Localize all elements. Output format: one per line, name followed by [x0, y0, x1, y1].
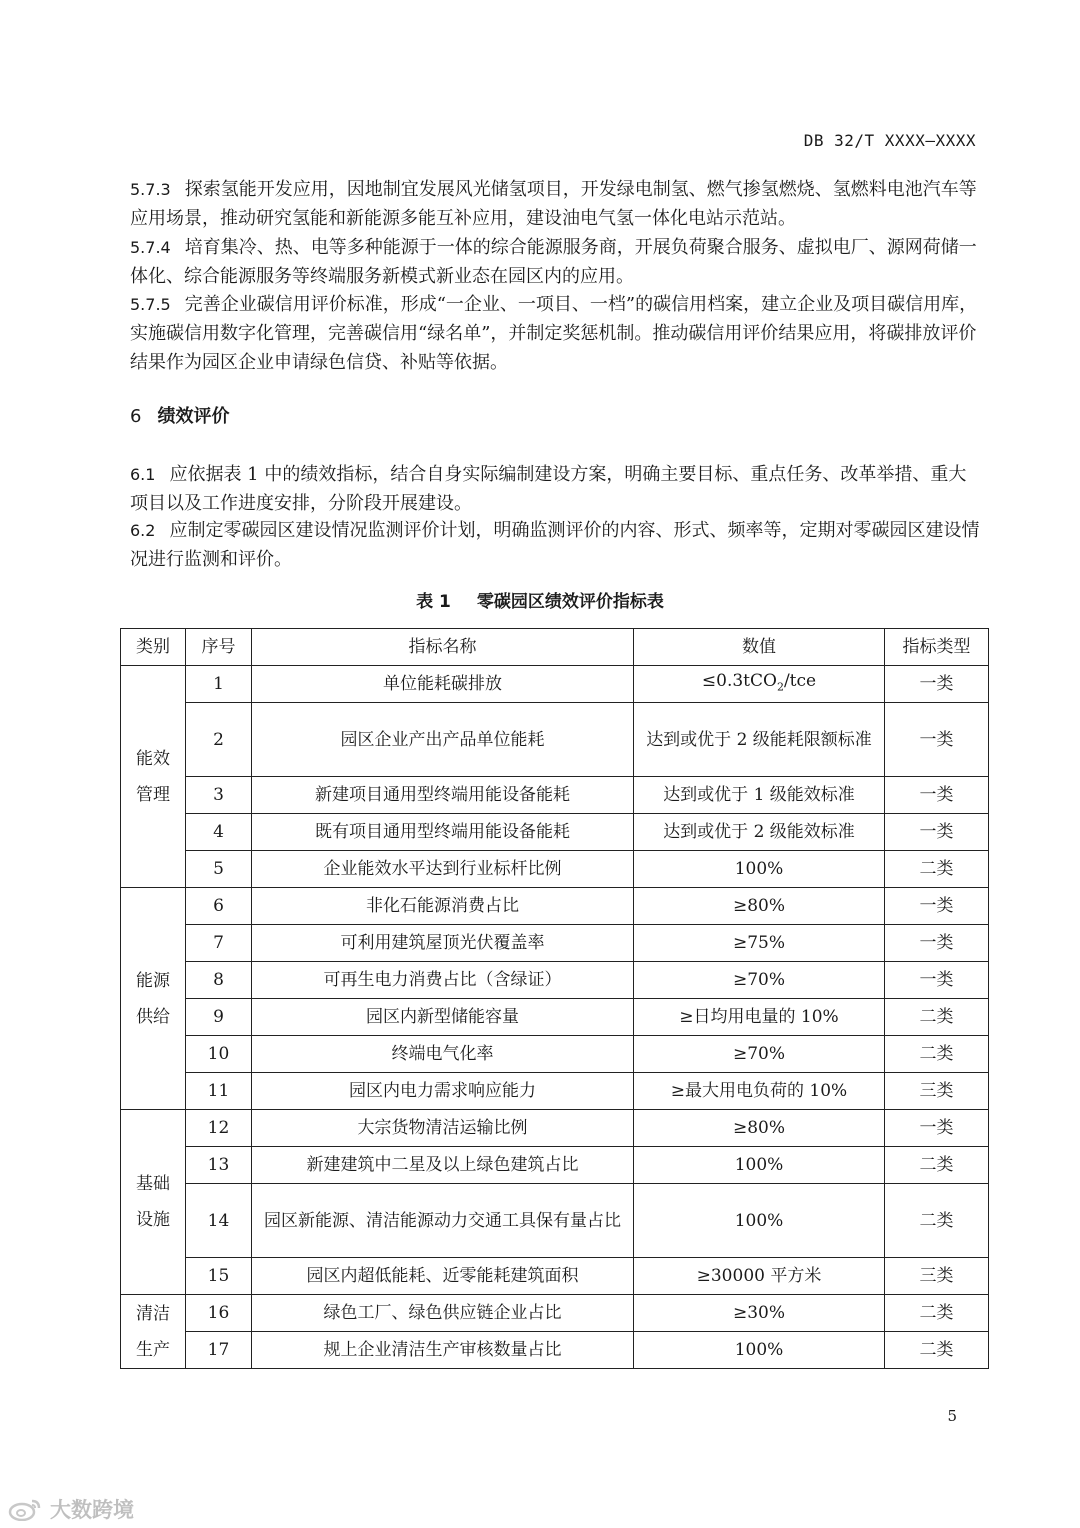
indicator-name: 园区内电力需求响应能力: [252, 1073, 634, 1110]
header-value: 数值: [634, 629, 885, 666]
table-row: [121, 1184, 989, 1258]
indicator-value: 100%: [634, 1184, 885, 1258]
indicator-name: 园区内超低能耗、近零能耗建筑面积: [252, 1258, 634, 1295]
indicator-value: ≥80%: [634, 1110, 885, 1147]
table-row: [121, 814, 989, 851]
indicator-value: ≥最大用电负荷的 10%: [634, 1073, 885, 1110]
indicator-type: 二类: [885, 999, 989, 1036]
header-indicator-type: 指标类型: [885, 629, 989, 666]
indicator-type: 一类: [885, 666, 989, 703]
row-number: 3: [186, 777, 252, 814]
clause-text: 应依据表 1 中的绩效指标，结合自身实际编制建设方案，明确主要目标、重点任务、改革举措、重大项目以及工作进度安排，分阶段开展建设。: [130, 464, 967, 514]
clause-6-2: [130, 516, 980, 574]
clause-5-7-5: [130, 290, 980, 377]
indicator-type: 一类: [885, 777, 989, 814]
clause-number: 5.7.4: [130, 238, 171, 257]
table-title: 零碳园区绩效评价指标表: [476, 592, 664, 612]
table-row: [121, 999, 989, 1036]
row-number: 10: [186, 1036, 252, 1073]
header-category: 类别: [121, 629, 186, 666]
weibo-logo-icon: [8, 1497, 44, 1521]
row-number: 11: [186, 1073, 252, 1110]
clause-text: 应制定零碳园区建设情况监测评价计划，明确监测评价的内容、形式、频率等，定期对零碳园区建设情况进行监测和评价。: [130, 520, 980, 570]
indicator-type: 一类: [885, 1110, 989, 1147]
page-number: 5: [947, 1407, 957, 1425]
row-number: 4: [186, 814, 252, 851]
indicator-name: 既有项目通用型终端用能设备能耗: [252, 814, 634, 851]
row-number: 17: [186, 1332, 252, 1369]
table-row: [121, 851, 989, 888]
row-number: 13: [186, 1147, 252, 1184]
row-number: 7: [186, 925, 252, 962]
table-header-row: [121, 629, 989, 666]
row-number: 1: [186, 666, 252, 703]
indicator-name: 单位能耗碳排放: [252, 666, 634, 703]
row-number: 14: [186, 1184, 252, 1258]
section-number: 6: [130, 406, 142, 427]
indicator-name: 非化石能源消费占比: [252, 888, 634, 925]
indicator-name: 终端电气化率: [252, 1036, 634, 1073]
indicator-type: 一类: [885, 962, 989, 999]
row-number: 12: [186, 1110, 252, 1147]
indicator-value: 达到或优于 1 级能效标准: [634, 777, 885, 814]
watermark: [8, 1494, 134, 1524]
indicator-name: 新建建筑中二星及以上绿色建筑占比: [252, 1147, 634, 1184]
indicator-type: 二类: [885, 1147, 989, 1184]
indicator-type: 三类: [885, 1258, 989, 1295]
clause-number: 5.7.3: [130, 180, 171, 199]
document-code: DB 32/T XXXX—XXXX: [803, 131, 976, 150]
header-number: 序号: [186, 629, 252, 666]
indicator-name: 可利用建筑屋顶光伏覆盖率: [252, 925, 634, 962]
indicator-name: 绿色工厂、绿色供应链企业占比: [252, 1295, 634, 1332]
indicator-type: 一类: [885, 814, 989, 851]
value-unit: /tce: [783, 671, 817, 691]
indicator-type: 一类: [885, 703, 989, 777]
indicator-value: 100%: [634, 1332, 885, 1369]
clause-5-7-3: [130, 175, 980, 233]
indicator-table: [120, 628, 989, 1369]
table-row: [121, 1295, 989, 1332]
indicator-name: 新建项目通用型终端用能设备能耗: [252, 777, 634, 814]
row-number: 16: [186, 1295, 252, 1332]
indicator-name: 园区内新型储能容量: [252, 999, 634, 1036]
table-label: 表 1: [416, 592, 451, 612]
table-row: [121, 1258, 989, 1295]
indicator-type: 二类: [885, 1036, 989, 1073]
indicator-value: 100%: [634, 851, 885, 888]
table-row: [121, 666, 989, 703]
clause-6-1: [130, 460, 980, 518]
row-number: 5: [186, 851, 252, 888]
table-row: [121, 925, 989, 962]
indicator-value: ≥70%: [634, 1036, 885, 1073]
row-number: 8: [186, 962, 252, 999]
row-number: 2: [186, 703, 252, 777]
indicator-type: 二类: [885, 1184, 989, 1258]
indicator-type: 一类: [885, 925, 989, 962]
indicator-value: ≥80%: [634, 888, 885, 925]
row-number: 9: [186, 999, 252, 1036]
indicator-value: ≥日均用电量的 10%: [634, 999, 885, 1036]
table-row: [121, 1036, 989, 1073]
table-row: [121, 703, 989, 777]
table-row: [121, 888, 989, 925]
watermark-text: 大数跨境: [50, 1498, 134, 1522]
section-heading: [130, 402, 229, 428]
indicator-type: 一类: [885, 888, 989, 925]
section-title: 绩效评价: [157, 406, 230, 427]
indicator-name: 企业能效水平达到行业标杆比例: [252, 851, 634, 888]
header-indicator-name: 指标名称: [252, 629, 634, 666]
category-cell: 能源 供给: [121, 888, 186, 1110]
indicator-value: 100%: [634, 1147, 885, 1184]
indicator-type: 二类: [885, 1332, 989, 1369]
indicator-name: 大宗货物清洁运输比例: [252, 1110, 634, 1147]
indicator-value: [634, 666, 885, 703]
indicator-name: 园区新能源、清洁能源动力交通工具保有量占比: [252, 1184, 634, 1258]
indicator-type: 三类: [885, 1073, 989, 1110]
clause-text: 探索氢能开发应用，因地制宜发展风光储氢项目，开发绿电制氢、燃气掺氢燃烧、氢燃料电池汽车等应用场景，推动研究氢能和新能源多能互补应用，建设油电气氢一体化电站示范站。: [130, 179, 977, 229]
table-row: [121, 777, 989, 814]
indicator-value: ≥75%: [634, 925, 885, 962]
clause-number: 6.1: [130, 465, 156, 484]
indicator-value: ≥70%: [634, 962, 885, 999]
table-row: [121, 1110, 989, 1147]
table-caption: [0, 587, 1080, 612]
clause-number: 5.7.5: [130, 295, 171, 314]
clause-number: 6.2: [130, 521, 156, 540]
table-row: [121, 1147, 989, 1184]
indicator-name: 可再生电力消费占比（含绿证）: [252, 962, 634, 999]
indicator-type: 二类: [885, 851, 989, 888]
category-cell: 清洁 生产: [121, 1295, 186, 1369]
category-cell: 基础 设施: [121, 1110, 186, 1295]
table-row: [121, 1332, 989, 1369]
indicator-name: 园区企业产出产品单位能耗: [252, 703, 634, 777]
table-row: [121, 1073, 989, 1110]
row-number: 15: [186, 1258, 252, 1295]
indicator-value: 达到或优于 2 级能耗限额标准: [634, 703, 885, 777]
clause-text: 完善企业碳信用评价标准，形成“一企业、一项目、一档”的碳信用档案，建立企业及项目碳信用库，实施碳信用数字化管理，完善碳信用“绿名单”，并制定奖惩机制。推动碳信用评价结果应用，将碳排放评价结果作为园区企业申请绿色信贷、补贴等依据。: [130, 294, 978, 373]
value-text: ≤0.3tCO: [701, 671, 777, 691]
row-number: 6: [186, 888, 252, 925]
clause-5-7-4: [130, 233, 980, 291]
indicator-name: 规上企业清洁生产审核数量占比: [252, 1332, 634, 1369]
indicator-value: ≥30000 平方米: [634, 1258, 885, 1295]
clause-text: 培育集冷、热、电等多种能源于一体的综合能源服务商，开展负荷聚合服务、虚拟电厂、源网荷储一体化、综合能源服务等终端服务新模式新业态在园区内的应用。: [130, 237, 977, 287]
indicator-value: 达到或优于 2 级能效标准: [634, 814, 885, 851]
indicator-type: 二类: [885, 1295, 989, 1332]
category-cell: 能效 管理: [121, 666, 186, 888]
indicator-value: ≥30%: [634, 1295, 885, 1332]
value-subscript: 2: [776, 680, 784, 694]
table-row: [121, 962, 989, 999]
